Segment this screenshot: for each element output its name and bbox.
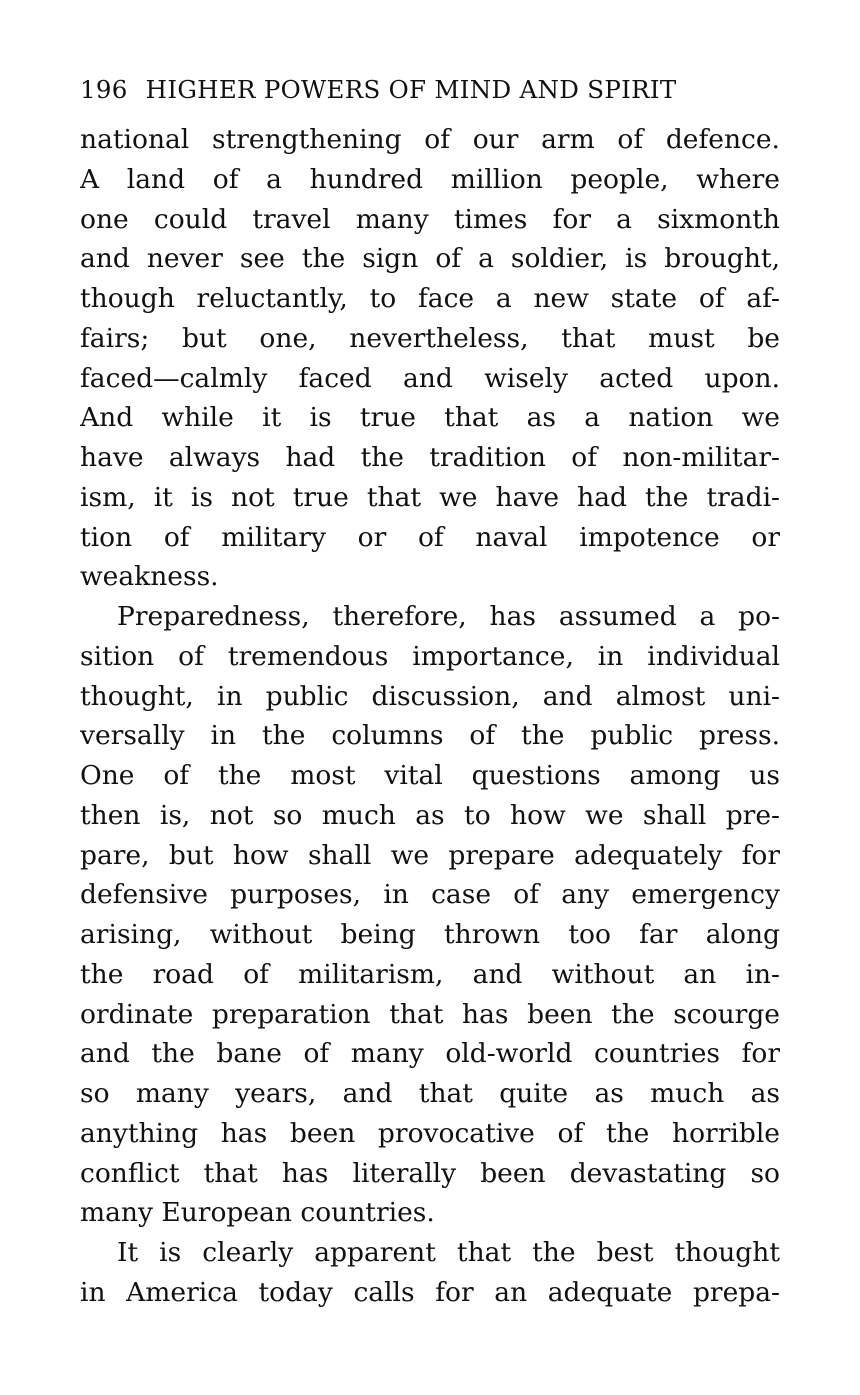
text-line: defensive purposes, in case of any emergency — [80, 879, 780, 911]
text-line: sition of tremendous importance, in individual — [80, 640, 780, 672]
paragraph-start-line: Preparedness, therefore, has assumed a po- — [117, 601, 780, 632]
text-line: weakness. — [80, 561, 219, 593]
text-line: in America today calls for an adequate prepa- — [80, 1276, 780, 1308]
text-line: ordinate preparation that has been the scourge — [80, 998, 780, 1030]
text-line: though reluctantly, to face a new state of af- — [80, 283, 780, 314]
text-line: A land of a hundred million people, where — [80, 163, 780, 195]
text-line: faced—calmly faced and wisely acted upon. — [80, 362, 780, 394]
text-line: national strengthening of our arm of defence. — [80, 124, 780, 155]
text-line: many European countries. — [80, 1197, 435, 1229]
text-line: tion of military or of naval impotence or — [80, 521, 780, 553]
text-line: one could travel many times for a sixmonth — [80, 203, 780, 235]
text-line: the road of militarism, and without an in- — [80, 958, 780, 990]
text-line: so many years, and that quite as much as — [80, 1078, 780, 1109]
text-line: ism, it is not true that we have had the tradi- — [80, 481, 780, 513]
book-page — [80, 72, 780, 1313]
page-number: 196 — [80, 75, 128, 104]
running-head — [80, 72, 780, 108]
text-line: One of the most vital questions among us — [80, 760, 780, 791]
text-line: then is, not so much as to how we shall pre- — [80, 799, 780, 831]
text-line: anything has been provocative of the horrible — [80, 1117, 780, 1149]
text-line: versally in the columns of the public press. — [80, 720, 780, 752]
text-line: and never see the sign of a soldier, is brought, — [80, 243, 780, 275]
running-title: HIGHER POWERS OF MIND AND SPIRIT — [145, 75, 677, 104]
text-line: and the bane of many old-world countries for — [80, 1038, 780, 1070]
text-line: thought, in public discussion, and almost uni- — [80, 680, 780, 712]
paragraph-start-line: It is clearly apparent that the best thought — [117, 1237, 780, 1268]
text-line: have always had the tradition of non-militar- — [80, 442, 780, 473]
text-line: And while it is true that as a nation we — [80, 402, 780, 434]
body-text — [80, 120, 780, 1313]
text-line: fairs; but one, nevertheless, that must be — [80, 322, 780, 354]
text-line: pare, but how shall we prepare adequately for — [80, 839, 780, 871]
text-line: conflict that has literally been devastating so — [80, 1157, 780, 1189]
text-line: arising, without being thrown too far along — [80, 919, 780, 950]
